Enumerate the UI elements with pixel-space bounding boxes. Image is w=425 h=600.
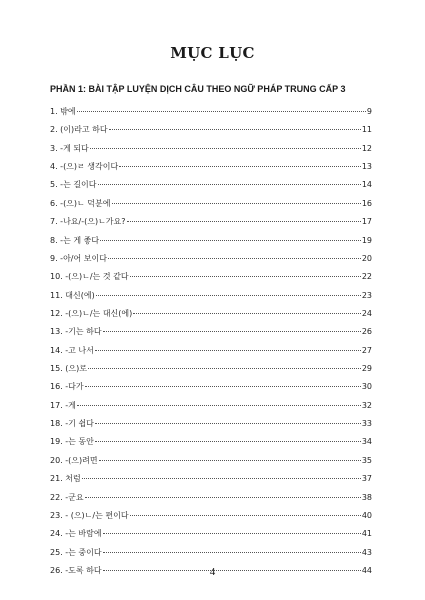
toc-entry-label: 14. -고 나서: [50, 345, 94, 355]
toc-entry-label: 20. -(으)려면: [50, 455, 98, 465]
toc-entry-page: 27: [361, 345, 372, 355]
toc-entry: [50, 400, 372, 418]
toc-entry: [50, 326, 372, 344]
toc-entry: [50, 106, 372, 124]
toc-entry: [50, 308, 372, 326]
toc-entry-page: 16: [361, 198, 372, 208]
toc-entry-page: 26: [361, 327, 372, 337]
toc-entry-page: 14: [361, 180, 372, 190]
toc-entry: [50, 345, 372, 363]
dot-leader: [119, 166, 361, 167]
toc-entry: [50, 436, 372, 454]
dot-leader: [82, 478, 361, 479]
dot-leader: [85, 386, 361, 387]
toc-entry-label: 16. -다가: [50, 382, 84, 392]
toc-entry-page: 12: [361, 143, 372, 153]
toc-entry: [50, 363, 372, 381]
dot-leader: [103, 331, 361, 332]
toc-entry-page: 13: [361, 162, 372, 172]
toc-entry: [50, 528, 372, 546]
toc-entry: [50, 161, 372, 179]
toc-entry-page: 40: [361, 510, 372, 520]
toc-entry-label: 22. -군요: [50, 492, 84, 502]
toc-entry: [50, 418, 372, 436]
dot-leader: [95, 350, 361, 351]
dot-leader: [95, 441, 361, 442]
toc-entry-label: 10. -(으)ㄴ/는 것 같다: [50, 272, 129, 282]
toc-entry: [50, 271, 372, 289]
toc-entry-page: 29: [361, 364, 372, 374]
dot-leader: [103, 552, 361, 553]
toc-entry-label: 23. - (으)ㄴ/는 편이다: [50, 510, 129, 520]
toc-entry-page: 17: [361, 217, 372, 227]
toc-entry-page: 37: [361, 474, 372, 484]
dot-leader: [95, 423, 361, 424]
toc-entry: [50, 492, 372, 510]
toc-entry-label: 2. (이)라고 하다: [50, 125, 108, 135]
toc-entry-page: 32: [361, 400, 372, 410]
dot-leader: [130, 276, 361, 277]
dot-leader: [90, 148, 361, 149]
toc-entry-label: 12. -(으)ㄴ/는 대신(에): [50, 308, 133, 318]
toc-entry: [50, 290, 372, 308]
dot-leader: [127, 221, 361, 222]
toc-entry-page: 34: [361, 437, 372, 447]
page-title: MỤC LỤC: [170, 44, 255, 62]
toc-entry-page: 44: [361, 565, 372, 575]
toc-entry-label: 4. -(으)ㄹ 생각이다: [50, 162, 119, 172]
toc-entry-page: 24: [361, 308, 372, 318]
toc-entry-label: 7. -나요/-(으)ㄴ가요?: [50, 217, 126, 227]
toc-entry: [50, 510, 372, 528]
toc-entry-page: 11: [361, 125, 372, 135]
toc-entry-label: 11. 대신(에): [50, 290, 95, 300]
toc-entry-label: 3. -게 되다: [50, 143, 89, 153]
dot-leader: [98, 184, 361, 185]
toc-entry-label: 21. 처럼: [50, 474, 81, 484]
toc-entry-label: 17. -게: [50, 400, 76, 410]
toc-entry-page: 22: [361, 272, 372, 282]
toc-entry: [50, 179, 372, 197]
toc-entry: [50, 455, 372, 473]
toc-entry-page: 41: [361, 529, 372, 539]
toc-entry-page: 30: [361, 382, 372, 392]
toc-entry-page: 33: [361, 419, 372, 429]
toc-entry-label: 8. -는 게 좋다: [50, 235, 100, 245]
dot-leader: [99, 460, 361, 461]
dot-leader: [88, 368, 361, 369]
toc-entry: [50, 198, 372, 216]
dot-leader: [103, 533, 361, 534]
toc-entry-label: 26. -도록 하다: [50, 565, 102, 575]
toc-entry: [50, 253, 372, 271]
toc-entry-label: 9. -아/어 보이다: [50, 253, 107, 263]
dot-leader: [109, 129, 361, 130]
toc-entry: [50, 216, 372, 234]
toc-entry: [50, 547, 372, 565]
toc-entry-label: 18. -기 쉽다: [50, 419, 94, 429]
table-of-contents: [50, 106, 372, 583]
dot-leader: [130, 515, 361, 516]
toc-entry: [50, 235, 372, 253]
toc-entry-label: 19. -는 동안: [50, 437, 94, 447]
toc-entry-page: 43: [361, 547, 372, 557]
toc-entry-page: 19: [361, 235, 372, 245]
dot-leader: [85, 497, 361, 498]
toc-entry-page: 20: [361, 253, 372, 263]
section-heading: PHẦN 1: BÀI TẬP LUYỆN DỊCH CÂU THEO NGỮ PHÁP TRUNG CẤP 3: [50, 84, 346, 94]
toc-entry-label: 15. (으)로: [50, 364, 87, 374]
toc-entry-page: 38: [361, 492, 372, 502]
toc-entry-label: 25. -는 중이다: [50, 547, 102, 557]
dot-leader: [77, 111, 366, 112]
page-number: 4: [209, 566, 216, 578]
toc-entry-page: 23: [361, 290, 372, 300]
toc-entry: [50, 381, 372, 399]
dot-leader: [112, 203, 361, 204]
dot-leader: [96, 295, 361, 296]
toc-entry-label: 1. 밖에: [50, 107, 76, 116]
toc-entry-page: 9: [366, 107, 372, 116]
dot-leader: [108, 258, 361, 259]
toc-entry-label: 6. -(으)ㄴ 덕분에: [50, 198, 111, 208]
toc-entry-label: 24. -는 바람에: [50, 529, 102, 539]
toc-entry-label: 5. -는 길이다: [50, 180, 97, 190]
dot-leader: [100, 240, 361, 241]
toc-entry: [50, 473, 372, 491]
toc-entry-label: 13. -기는 하다: [50, 327, 102, 337]
dot-leader: [77, 405, 361, 406]
toc-entry: [50, 143, 372, 161]
toc-entry-page: 35: [361, 455, 372, 465]
toc-entry: [50, 124, 372, 142]
dot-leader: [133, 313, 361, 314]
